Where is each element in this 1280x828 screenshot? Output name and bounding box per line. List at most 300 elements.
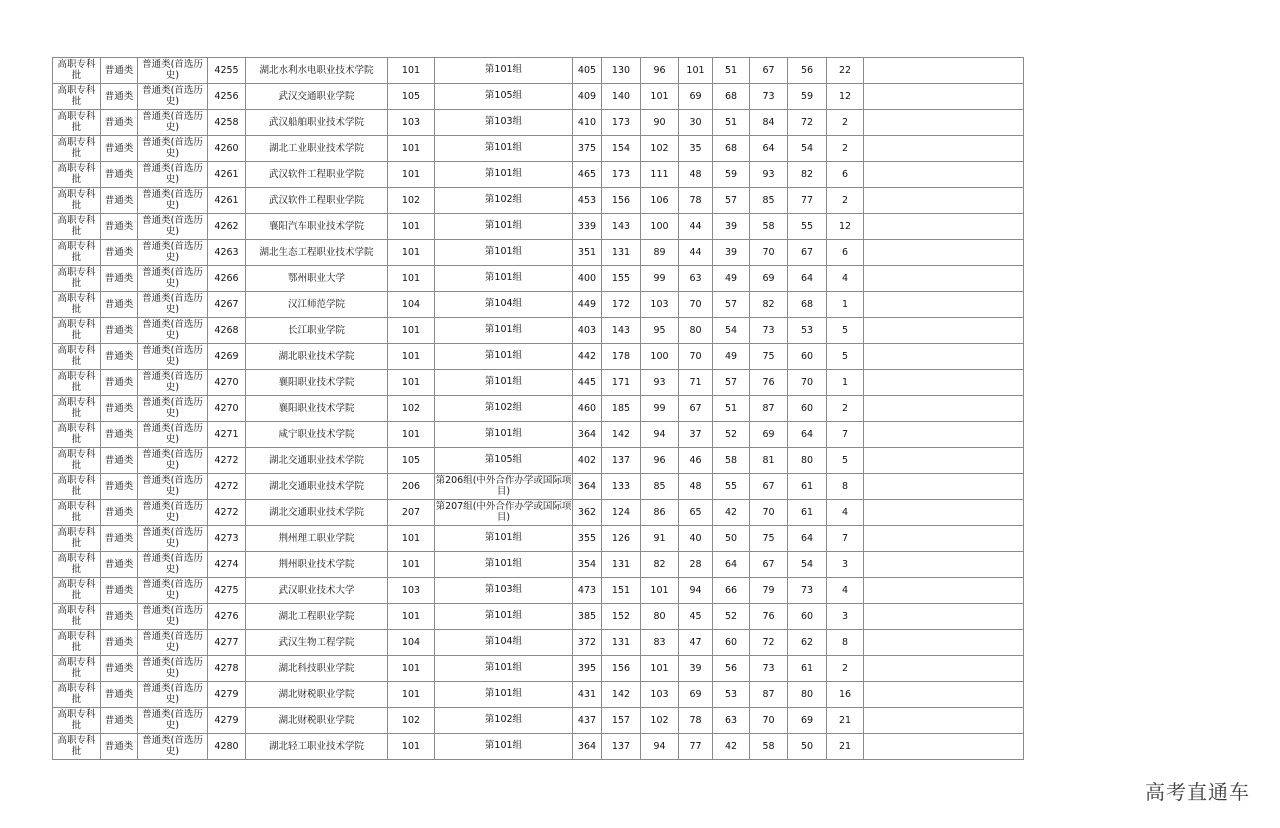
min-score-cell: 409: [573, 84, 602, 110]
score-col-4-cell: 49: [713, 344, 750, 370]
group-code-cell: 101: [388, 344, 435, 370]
group-code-cell: 101: [388, 422, 435, 448]
school-name-cell: 湖北轻工职业技术学院: [246, 734, 388, 760]
table-row: [53, 292, 1024, 318]
score-col-7-cell: 16: [827, 682, 864, 708]
table-row: [53, 448, 1024, 474]
subject-cell: 普通类(首选历史): [138, 292, 208, 318]
empty-cell: [864, 578, 1024, 604]
group-name-cell: 第101组: [435, 344, 573, 370]
group-code-cell: 206: [388, 474, 435, 500]
school-code-cell: 4263: [208, 240, 246, 266]
score-col-2-cell: 91: [641, 526, 679, 552]
score-col-7-cell: 2: [827, 136, 864, 162]
empty-cell: [864, 552, 1024, 578]
school-name-cell: 武汉职业技术大学: [246, 578, 388, 604]
score-col-7-cell: 2: [827, 396, 864, 422]
batch-cell: 高职专科批: [53, 188, 101, 214]
subject-cell: 普通类(首选历史): [138, 552, 208, 578]
score-col-7-cell: 5: [827, 344, 864, 370]
table-row: [53, 526, 1024, 552]
score-col-3-cell: 70: [679, 344, 713, 370]
min-score-cell: 395: [573, 656, 602, 682]
score-col-1-cell: 126: [602, 526, 641, 552]
group-name-cell: 第104组: [435, 292, 573, 318]
table-row: [53, 630, 1024, 656]
min-score-cell: 339: [573, 214, 602, 240]
score-col-7-cell: 3: [827, 552, 864, 578]
score-col-4-cell: 52: [713, 604, 750, 630]
group-code-cell: 101: [388, 162, 435, 188]
type-cell: 普通类: [101, 682, 138, 708]
min-score-cell: 445: [573, 370, 602, 396]
min-score-cell: 403: [573, 318, 602, 344]
score-col-1-cell: 185: [602, 396, 641, 422]
batch-cell: 高职专科批: [53, 344, 101, 370]
subject-cell: 普通类(首选历史): [138, 318, 208, 344]
score-col-1-cell: 156: [602, 188, 641, 214]
group-name-cell: 第105组: [435, 448, 573, 474]
batch-cell: 高职专科批: [53, 214, 101, 240]
score-col-3-cell: 71: [679, 370, 713, 396]
school-code-cell: 4269: [208, 344, 246, 370]
score-col-2-cell: 85: [641, 474, 679, 500]
type-cell: 普通类: [101, 422, 138, 448]
subject-cell: 普通类(首选历史): [138, 474, 208, 500]
score-col-4-cell: 39: [713, 240, 750, 266]
type-cell: 普通类: [101, 500, 138, 526]
score-col-2-cell: 103: [641, 292, 679, 318]
empty-cell: [864, 58, 1024, 84]
school-name-cell: 武汉生物工程学院: [246, 630, 388, 656]
school-code-cell: 4274: [208, 552, 246, 578]
subject-cell: 普通类(首选历史): [138, 500, 208, 526]
score-col-4-cell: 53: [713, 682, 750, 708]
score-col-3-cell: 44: [679, 214, 713, 240]
batch-cell: 高职专科批: [53, 552, 101, 578]
group-code-cell: 101: [388, 58, 435, 84]
min-score-cell: 465: [573, 162, 602, 188]
score-col-7-cell: 12: [827, 214, 864, 240]
empty-cell: [864, 318, 1024, 344]
school-code-cell: 4280: [208, 734, 246, 760]
score-col-1-cell: 137: [602, 448, 641, 474]
type-cell: 普通类: [101, 370, 138, 396]
batch-cell: 高职专科批: [53, 682, 101, 708]
score-col-4-cell: 42: [713, 734, 750, 760]
subject-cell: 普通类(首选历史): [138, 604, 208, 630]
score-col-6-cell: 50: [788, 734, 827, 760]
school-code-cell: 4275: [208, 578, 246, 604]
group-code-cell: 103: [388, 578, 435, 604]
type-cell: 普通类: [101, 526, 138, 552]
score-col-4-cell: 51: [713, 58, 750, 84]
empty-cell: [864, 500, 1024, 526]
school-name-cell: 武汉交通职业学院: [246, 84, 388, 110]
score-col-4-cell: 51: [713, 396, 750, 422]
score-col-4-cell: 59: [713, 162, 750, 188]
score-col-7-cell: 22: [827, 58, 864, 84]
score-col-1-cell: 157: [602, 708, 641, 734]
score-col-2-cell: 93: [641, 370, 679, 396]
batch-cell: 高职专科批: [53, 656, 101, 682]
score-col-4-cell: 63: [713, 708, 750, 734]
table-row: [53, 682, 1024, 708]
score-col-5-cell: 75: [750, 344, 788, 370]
min-score-cell: 364: [573, 474, 602, 500]
school-name-cell: 湖北工业职业技术学院: [246, 136, 388, 162]
score-col-2-cell: 100: [641, 214, 679, 240]
empty-cell: [864, 734, 1024, 760]
type-cell: 普通类: [101, 474, 138, 500]
score-col-3-cell: 78: [679, 708, 713, 734]
empty-cell: [864, 448, 1024, 474]
score-col-2-cell: 101: [641, 578, 679, 604]
score-col-2-cell: 111: [641, 162, 679, 188]
empty-cell: [864, 474, 1024, 500]
score-col-5-cell: 67: [750, 474, 788, 500]
score-col-4-cell: 58: [713, 448, 750, 474]
score-col-1-cell: 178: [602, 344, 641, 370]
group-name-cell: 第101组: [435, 136, 573, 162]
type-cell: 普通类: [101, 240, 138, 266]
batch-cell: 高职专科批: [53, 162, 101, 188]
table-row: [53, 500, 1024, 526]
type-cell: 普通类: [101, 162, 138, 188]
score-col-4-cell: 60: [713, 630, 750, 656]
score-col-2-cell: 82: [641, 552, 679, 578]
min-score-cell: 364: [573, 734, 602, 760]
group-name-cell: 第101组: [435, 370, 573, 396]
batch-cell: 高职专科批: [53, 110, 101, 136]
score-col-3-cell: 35: [679, 136, 713, 162]
min-score-cell: 460: [573, 396, 602, 422]
min-score-cell: 385: [573, 604, 602, 630]
group-name-cell: 第101组: [435, 58, 573, 84]
school-name-cell: 武汉船舶职业技术学院: [246, 110, 388, 136]
score-col-7-cell: 1: [827, 370, 864, 396]
batch-cell: 高职专科批: [53, 526, 101, 552]
group-name-cell: 第101组: [435, 318, 573, 344]
score-col-3-cell: 40: [679, 526, 713, 552]
score-col-6-cell: 82: [788, 162, 827, 188]
score-col-6-cell: 61: [788, 500, 827, 526]
group-name-cell: 第101组: [435, 604, 573, 630]
score-col-2-cell: 90: [641, 110, 679, 136]
score-col-6-cell: 54: [788, 136, 827, 162]
score-col-4-cell: 57: [713, 370, 750, 396]
score-col-7-cell: 4: [827, 578, 864, 604]
score-col-1-cell: 140: [602, 84, 641, 110]
group-name-cell: 第102组: [435, 396, 573, 422]
group-code-cell: 207: [388, 500, 435, 526]
type-cell: 普通类: [101, 110, 138, 136]
subject-cell: 普通类(首选历史): [138, 682, 208, 708]
group-code-cell: 102: [388, 188, 435, 214]
table-row: [53, 422, 1024, 448]
score-col-5-cell: 58: [750, 214, 788, 240]
empty-cell: [864, 292, 1024, 318]
min-score-cell: 372: [573, 630, 602, 656]
min-score-cell: 410: [573, 110, 602, 136]
subject-cell: 普通类(首选历史): [138, 422, 208, 448]
score-col-3-cell: 48: [679, 474, 713, 500]
school-code-cell: 4279: [208, 682, 246, 708]
school-name-cell: 汉江师范学院: [246, 292, 388, 318]
group-code-cell: 101: [388, 318, 435, 344]
empty-cell: [864, 526, 1024, 552]
type-cell: 普通类: [101, 266, 138, 292]
school-name-cell: 湖北工程职业学院: [246, 604, 388, 630]
type-cell: 普通类: [101, 214, 138, 240]
school-code-cell: 4277: [208, 630, 246, 656]
score-col-6-cell: 54: [788, 552, 827, 578]
table-row: [53, 318, 1024, 344]
group-code-cell: 101: [388, 734, 435, 760]
group-name-cell: 第101组: [435, 526, 573, 552]
table-row: [53, 110, 1024, 136]
group-code-cell: 101: [388, 526, 435, 552]
score-col-3-cell: 67: [679, 396, 713, 422]
group-code-cell: 104: [388, 630, 435, 656]
school-code-cell: 4272: [208, 448, 246, 474]
score-col-4-cell: 55: [713, 474, 750, 500]
empty-cell: [864, 422, 1024, 448]
score-col-3-cell: 47: [679, 630, 713, 656]
watermark-text: 高考直通车: [1145, 780, 1250, 804]
score-col-1-cell: 137: [602, 734, 641, 760]
score-col-7-cell: 4: [827, 266, 864, 292]
school-name-cell: 湖北生态工程职业技术学院: [246, 240, 388, 266]
score-col-4-cell: 68: [713, 136, 750, 162]
score-col-2-cell: 106: [641, 188, 679, 214]
batch-cell: 高职专科批: [53, 396, 101, 422]
batch-cell: 高职专科批: [53, 448, 101, 474]
score-col-4-cell: 52: [713, 422, 750, 448]
group-name-cell: 第206组(中外合作办学或国际项目): [435, 474, 573, 500]
school-code-cell: 4270: [208, 370, 246, 396]
table-row: [53, 266, 1024, 292]
group-name-cell: 第101组: [435, 734, 573, 760]
table-row: [53, 136, 1024, 162]
score-col-6-cell: 69: [788, 708, 827, 734]
score-col-3-cell: 28: [679, 552, 713, 578]
group-name-cell: 第104组: [435, 630, 573, 656]
empty-cell: [864, 604, 1024, 630]
group-name-cell: 第101组: [435, 162, 573, 188]
school-code-cell: 4256: [208, 84, 246, 110]
subject-cell: 普通类(首选历史): [138, 656, 208, 682]
min-score-cell: 437: [573, 708, 602, 734]
batch-cell: 高职专科批: [53, 604, 101, 630]
batch-cell: 高职专科批: [53, 58, 101, 84]
score-col-5-cell: 67: [750, 58, 788, 84]
score-col-7-cell: 4: [827, 500, 864, 526]
school-code-cell: 4276: [208, 604, 246, 630]
score-col-5-cell: 75: [750, 526, 788, 552]
batch-cell: 高职专科批: [53, 708, 101, 734]
score-col-5-cell: 93: [750, 162, 788, 188]
score-col-5-cell: 76: [750, 604, 788, 630]
school-name-cell: 襄阳汽车职业技术学院: [246, 214, 388, 240]
school-name-cell: 荆州职业技术学院: [246, 552, 388, 578]
score-col-4-cell: 57: [713, 292, 750, 318]
score-col-5-cell: 79: [750, 578, 788, 604]
group-code-cell: 101: [388, 136, 435, 162]
group-name-cell: 第103组: [435, 578, 573, 604]
group-code-cell: 101: [388, 604, 435, 630]
score-col-4-cell: 64: [713, 552, 750, 578]
score-col-7-cell: 2: [827, 188, 864, 214]
score-col-4-cell: 57: [713, 188, 750, 214]
group-code-cell: 101: [388, 214, 435, 240]
score-col-7-cell: 21: [827, 708, 864, 734]
table-row: [53, 344, 1024, 370]
type-cell: 普通类: [101, 318, 138, 344]
school-code-cell: 4268: [208, 318, 246, 344]
score-col-4-cell: 51: [713, 110, 750, 136]
batch-cell: 高职专科批: [53, 422, 101, 448]
batch-cell: 高职专科批: [53, 474, 101, 500]
min-score-cell: 354: [573, 552, 602, 578]
score-col-5-cell: 70: [750, 240, 788, 266]
table-row: [53, 578, 1024, 604]
score-col-6-cell: 64: [788, 266, 827, 292]
school-name-cell: 湖北交通职业技术学院: [246, 474, 388, 500]
group-name-cell: 第101组: [435, 682, 573, 708]
table-row: [53, 58, 1024, 84]
school-code-cell: 4272: [208, 500, 246, 526]
score-col-5-cell: 72: [750, 630, 788, 656]
score-col-1-cell: 131: [602, 630, 641, 656]
subject-cell: 普通类(首选历史): [138, 136, 208, 162]
score-col-6-cell: 61: [788, 656, 827, 682]
score-col-2-cell: 83: [641, 630, 679, 656]
score-col-5-cell: 73: [750, 318, 788, 344]
school-code-cell: 4266: [208, 266, 246, 292]
batch-cell: 高职专科批: [53, 266, 101, 292]
score-col-2-cell: 95: [641, 318, 679, 344]
score-col-2-cell: 96: [641, 448, 679, 474]
table-row: [53, 84, 1024, 110]
score-col-5-cell: 70: [750, 500, 788, 526]
subject-cell: 普通类(首选历史): [138, 162, 208, 188]
group-code-cell: 101: [388, 656, 435, 682]
type-cell: 普通类: [101, 630, 138, 656]
table-row: [53, 708, 1024, 734]
type-cell: 普通类: [101, 136, 138, 162]
score-col-2-cell: 80: [641, 604, 679, 630]
table-row: [53, 604, 1024, 630]
batch-cell: 高职专科批: [53, 734, 101, 760]
score-col-4-cell: 49: [713, 266, 750, 292]
score-col-6-cell: 55: [788, 214, 827, 240]
score-col-2-cell: 101: [641, 656, 679, 682]
school-name-cell: 湖北交通职业技术学院: [246, 500, 388, 526]
group-code-cell: 103: [388, 110, 435, 136]
group-name-cell: 第101组: [435, 552, 573, 578]
empty-cell: [864, 266, 1024, 292]
score-col-6-cell: 56: [788, 58, 827, 84]
score-col-3-cell: 63: [679, 266, 713, 292]
empty-cell: [864, 656, 1024, 682]
score-col-3-cell: 69: [679, 682, 713, 708]
score-col-5-cell: 76: [750, 370, 788, 396]
school-name-cell: 武汉软件工程职业学院: [246, 162, 388, 188]
score-col-6-cell: 73: [788, 578, 827, 604]
school-name-cell: 湖北水利水电职业技术学院: [246, 58, 388, 84]
score-col-3-cell: 101: [679, 58, 713, 84]
score-col-2-cell: 96: [641, 58, 679, 84]
score-col-5-cell: 73: [750, 84, 788, 110]
score-col-1-cell: 124: [602, 500, 641, 526]
school-code-cell: 4261: [208, 188, 246, 214]
score-col-6-cell: 64: [788, 526, 827, 552]
score-col-2-cell: 101: [641, 84, 679, 110]
min-score-cell: 402: [573, 448, 602, 474]
min-score-cell: 364: [573, 422, 602, 448]
group-name-cell: 第102组: [435, 188, 573, 214]
score-col-3-cell: 46: [679, 448, 713, 474]
score-col-2-cell: 103: [641, 682, 679, 708]
subject-cell: 普通类(首选历史): [138, 708, 208, 734]
score-col-6-cell: 80: [788, 682, 827, 708]
empty-cell: [864, 84, 1024, 110]
group-name-cell: 第101组: [435, 656, 573, 682]
score-col-3-cell: 44: [679, 240, 713, 266]
school-code-cell: 4260: [208, 136, 246, 162]
school-code-cell: 4258: [208, 110, 246, 136]
min-score-cell: 431: [573, 682, 602, 708]
score-col-7-cell: 8: [827, 474, 864, 500]
min-score-cell: 473: [573, 578, 602, 604]
empty-cell: [864, 708, 1024, 734]
min-score-cell: 453: [573, 188, 602, 214]
group-code-cell: 104: [388, 292, 435, 318]
score-col-5-cell: 85: [750, 188, 788, 214]
score-col-1-cell: 130: [602, 58, 641, 84]
empty-cell: [864, 162, 1024, 188]
type-cell: 普通类: [101, 578, 138, 604]
score-col-4-cell: 66: [713, 578, 750, 604]
score-col-1-cell: 131: [602, 240, 641, 266]
empty-cell: [864, 240, 1024, 266]
score-col-5-cell: 82: [750, 292, 788, 318]
score-col-6-cell: 77: [788, 188, 827, 214]
group-code-cell: 102: [388, 396, 435, 422]
school-code-cell: 4262: [208, 214, 246, 240]
table-row: [53, 370, 1024, 396]
score-col-1-cell: 143: [602, 318, 641, 344]
school-name-cell: 襄阳职业技术学院: [246, 396, 388, 422]
table-row: [53, 552, 1024, 578]
score-col-5-cell: 69: [750, 422, 788, 448]
score-col-6-cell: 72: [788, 110, 827, 136]
min-score-cell: 400: [573, 266, 602, 292]
group-code-cell: 101: [388, 682, 435, 708]
score-col-7-cell: 21: [827, 734, 864, 760]
min-score-cell: 355: [573, 526, 602, 552]
score-col-1-cell: 131: [602, 552, 641, 578]
school-name-cell: 湖北交通职业技术学院: [246, 448, 388, 474]
school-code-cell: 4273: [208, 526, 246, 552]
min-score-cell: 405: [573, 58, 602, 84]
score-col-5-cell: 87: [750, 396, 788, 422]
score-col-3-cell: 70: [679, 292, 713, 318]
empty-cell: [864, 136, 1024, 162]
min-score-cell: 375: [573, 136, 602, 162]
school-code-cell: 4261: [208, 162, 246, 188]
